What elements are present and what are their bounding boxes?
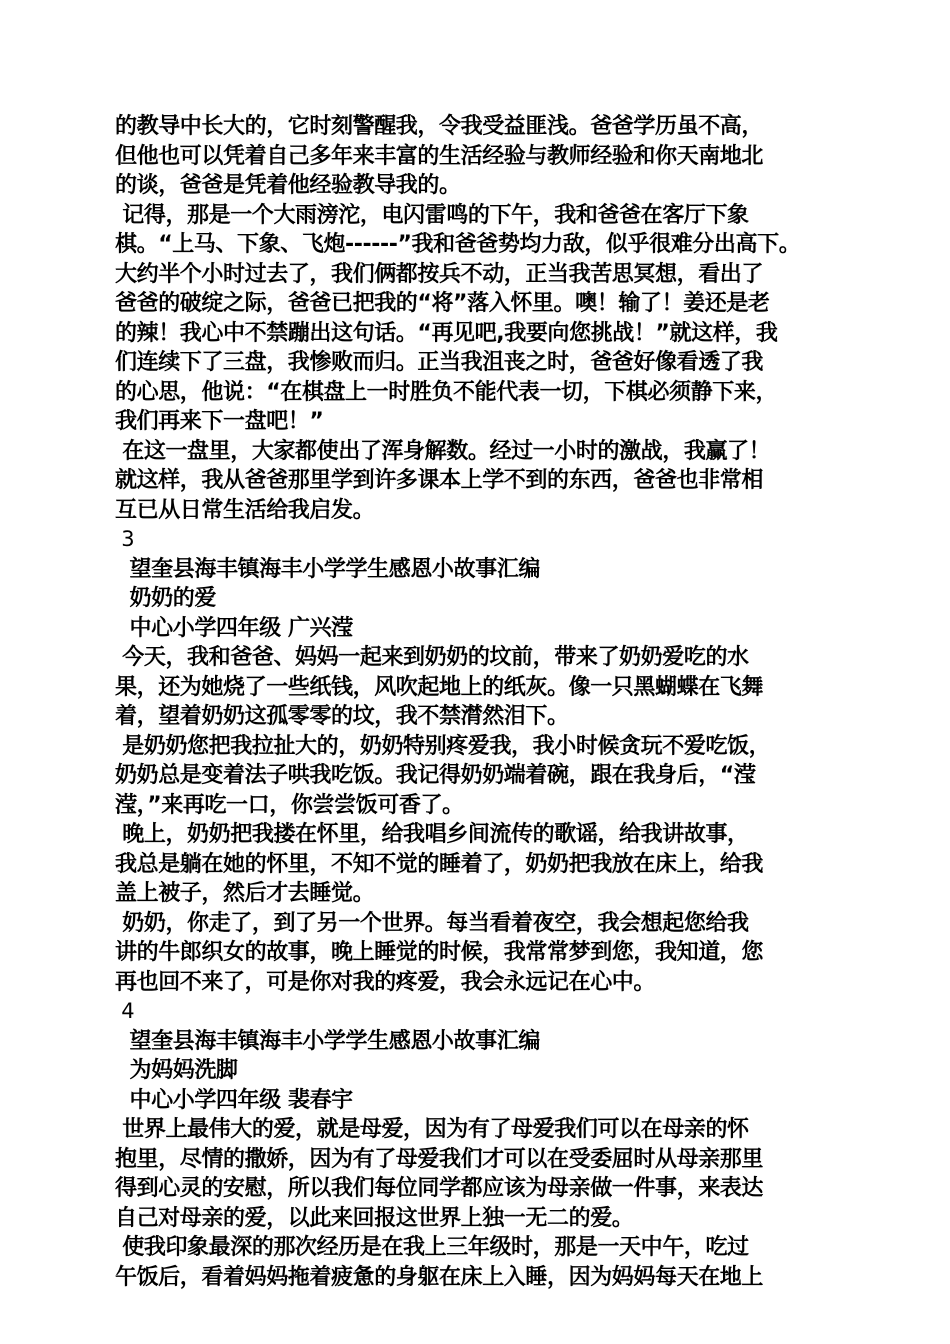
text-line: 讲的牛郎织女的故事，晚上睡觉的时候，我常常梦到您，我知道，您 [115,940,764,965]
text-line: 们连续下了三盘，我惨败而归。正当我沮丧之时，爸爸好像看透了我 [115,350,764,375]
text-line: 使我印象最深的那次经历是在我上三年级时，那是一天中午，吃过 [115,1235,749,1260]
text-line: 自己对母亲的爱，以此来回报这世界上独一无二的爱。 [115,1205,634,1231]
text-line: 的心思，他说：“在棋盘上一时胜负不能代表一切，下棋必须静下来， [115,379,778,405]
story-title: 奶奶的爱 [115,586,216,611]
page-number: 3 [115,527,135,551]
story-title: 为妈妈洗脚 [115,1058,238,1083]
text-line: 着，望着奶奶这孤零零的坟，我不禁潸然泪下。 [115,704,569,729]
text-line: 但他也可以凭着自己多年来丰富的生活经验与教师经验和你天南地北 [115,143,764,169]
text-line: 的教导中长大的，它时刻警醒我，令我受益匪浅。爸爸学历虽不高， [115,114,764,139]
story-author: 中心小学四年级 裴春宇 [115,1087,353,1113]
page-number: 4 [115,999,135,1023]
text-line: 就这样，我从爸爸那里学到许多课本上学不到的东西，爸爸也非常相 [115,468,764,493]
text-line: 我总是躺在她的怀里，不知不觉的睡着了，奶奶把我放在床上，给我 [115,851,764,877]
text-line: 奶奶总是变着法子哄我吃饭。我记得奶奶端着碗，跟在我身后，“滢 [115,763,756,788]
text-line: 今天，我和爸爸、妈妈一起来到奶奶的坟前，带来了奶奶爱吃的水 [115,645,749,670]
text-line: 我们再来下一盘吧！” [115,409,324,434]
text-line: 晚上，奶奶把我搂在怀里，给我唱乡间流传的歌谣，给我讲故事， [115,822,749,847]
text-line: 世界上最伟大的爱，就是母爱，因为有了母爱我们可以在母亲的怀 [115,1117,749,1142]
text-line: 盖上被子，然后才去睡觉。 [115,881,375,906]
document-page [115,112,840,1292]
text-line: 果，还为她烧了一些纸钱，风吹起地上的纸灰。像一只黑蝴蝶在飞舞 [115,674,764,700]
text-line: 爸爸的破绽之际，爸爸已把我的“将”落入怀里。噢！输了！姜还是老 [115,291,770,316]
text-line: 的辣！我心中不禁蹦出这句话。“再见吧,我要向您挑战！”就这样，我 [115,320,778,346]
text-line: 大约半个小时过去了，我们俩都按兵不动，正当我苦思冥想，看出了 [115,261,764,287]
section-header: 望奎县海丰镇海丰小学学生感恩小故事汇编 [115,556,540,582]
text-line: 滢，”来再吃一口，你尝尝饭可香了。 [115,792,464,818]
text-line: 棋。“上马、下象、飞炮------”我和爸爸势均力敌，似乎很难分出高下。 [115,232,801,257]
text-line: 互已从日常生活给我启发。 [115,497,375,523]
text-line: 记得，那是一个大雨滂沱，电闪雷鸣的下午，我和爸爸在客厅下象 [115,202,749,228]
text-line: 的谈，爸爸是凭着他经验教导我的。 [115,173,461,198]
text-line: 是奶奶您把我拉扯大的，奶奶特别疼爱我，我小时候贪玩不爱吃饭， [115,733,771,759]
text-line: 得到心灵的安慰，所以我们每位同学都应该为母亲做一件事，来表达 [115,1176,764,1201]
text-line: 在这一盘里，大家都使出了浑身解数。经过一小时的激战，我赢了！ [115,438,771,464]
text-line: 奶奶，你走了，到了另一个世界。每当看着夜空，我会想起您给我 [115,910,749,936]
text-line: 再也回不来了，可是你对我的疼爱，我会永远记在心中。 [115,969,656,995]
section-header: 望奎县海丰镇海丰小学学生感恩小故事汇编 [115,1028,540,1054]
text-line: 午饭后，看着妈妈拖着疲惫的身躯在床上入睡，因为妈妈每天在地上 [115,1264,764,1290]
story-author: 中心小学四年级 广兴滢 [115,615,353,641]
text-line: 抱里，尽情的撒娇，因为有了母爱我们才可以在受委屈时从母亲那里 [115,1146,764,1172]
